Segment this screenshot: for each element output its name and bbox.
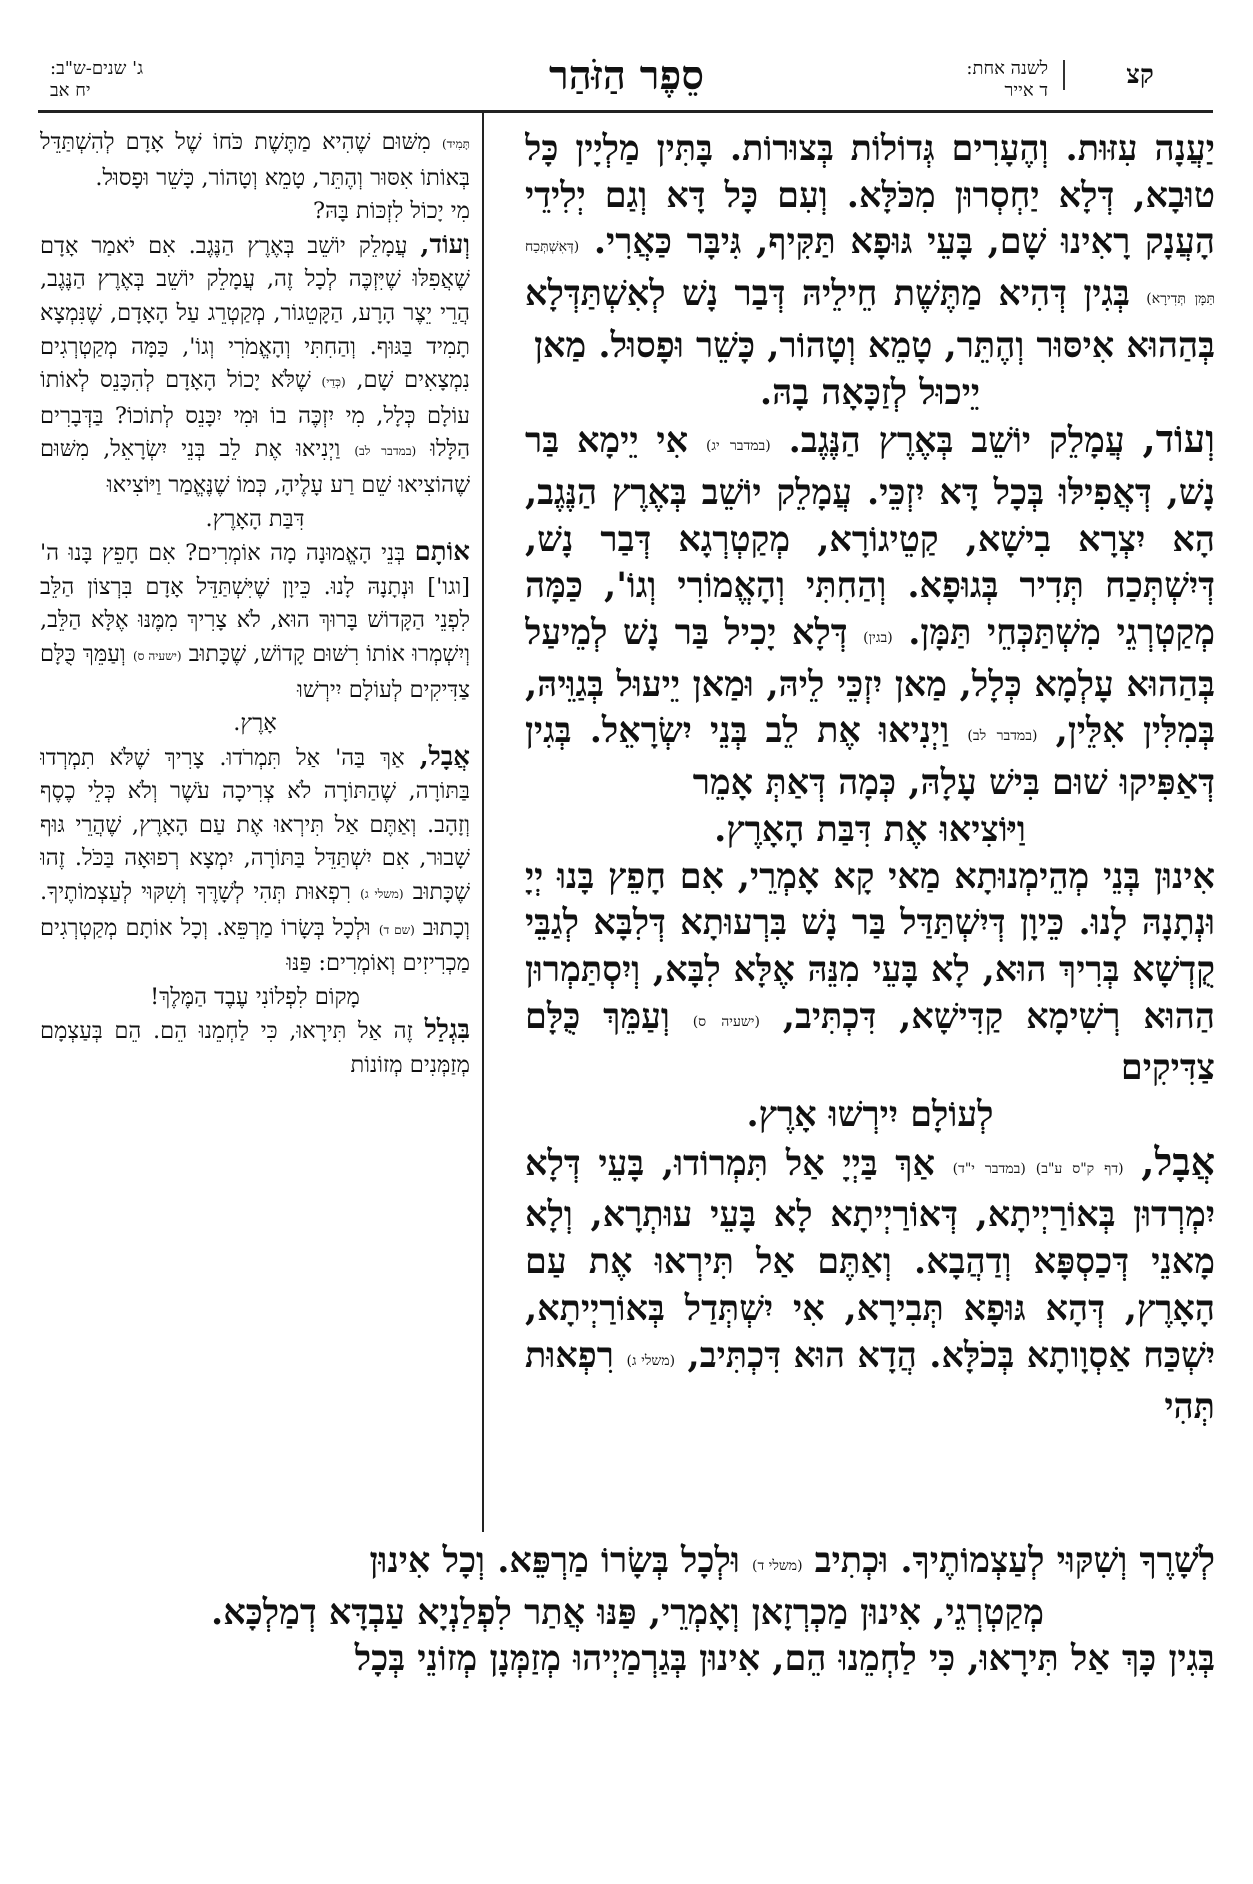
book-title: סֵפֶר הַזֹּהַר: [549, 52, 704, 99]
main-text: וְעַמֵּךְ כֻּלָּם צַדִּיקִים: [525, 995, 1215, 1089]
schedule-label-three-years: ג' שנים-ש"ב:: [50, 58, 144, 79]
translation-text: וַיְנִיאוּ אֶת לֵב בְּנֵי יִשְׂרָאֵל, מִשּׁוּם שֶׁהוֹצִיאוּ שֵׁם רַע עָלֶיהָ, כְּמוֹ שֶׁנֶּאֱמַר וַיּוֹצִיאוּ: [40, 436, 470, 498]
paragraph-lead-word: אֲבָל,: [419, 741, 470, 772]
schedule-label-one-year: לשנה אחת:: [966, 58, 1048, 79]
main-paragraph-2-end: וַיּוֹצִיאוּ אֶת דִּבַּת הָאָרֶץ.: [714, 808, 1026, 850]
main-text-column: [525, 126, 1215, 1534]
source-reference: (משלי ג): [360, 887, 404, 902]
source-reference: (משלי ג): [626, 1352, 676, 1369]
main-text: אִינוּן בְּנֵי מְהֵימְנוּתָא מַאי קָא אָמְרֵי, אִם חָפֵץ בָּנוּ יְיָ וּנְתָנָהּ לָנוּ. כֵּיוָן דְּיִשְׁתַּדַּל בַּר נָשׁ בִּרְעוּתָא דְּלִבָּא לְגַבֵּי קֻדְשָׁא בְּרִיךְ הוּא, לָא בָּעֵי מִנֵּהּ אֶלָּא לִבָּא, וְיִסְתַּמְרוּן הַהוּא רְשִׁימָא קַדִּישָׁא, דִּכְתִּיב,: [525, 855, 1215, 1037]
translation-text: רִפְאוּת תְּהִי לְשָׁרֶּךָ וְשִׁקּוּי לְעַצְמוֹתֶיךָ. וְכָתוּב: [40, 879, 470, 941]
paragraph-lead-word: אֲבָל,: [1141, 1138, 1215, 1184]
translation-paragraph-1-end: מִי יָכוֹל לִזְכּוֹת בָּהּ?: [313, 198, 470, 225]
column-divider: [482, 112, 484, 1532]
source-reference: (ישעיה ס): [692, 1013, 760, 1030]
translation-paragraph-3: [40, 536, 470, 707]
full-width-text: [40, 1538, 1215, 1858]
translation-paragraph-4-end: מָקוֹם לִפְלוֹנִי עֶבֶד הַמֶּלֶךְ!: [150, 983, 360, 1010]
main-paragraph-4: [525, 1139, 1215, 1431]
source-reference: (במדבר לב): [354, 444, 417, 459]
main-text: בְּגִין דְּהִיא מַתֶּשֶׁת חֵילֵיהּ דְּבַר נָשׁ לְאִשְׁתַּדְּלָא בְּהַהוּא אִיסּוּר וְהֶתֵּר, טָמֵא וְטָהוֹר, כָּשֵׁר וּפָסוּל. מַאן: [525, 273, 1215, 366]
main-paragraph-1: [525, 126, 1215, 370]
header-rule: [38, 110, 1213, 113]
translation-text: וְעַמֵּךְ כֻּלָּם צַדִּיקִים לְעוֹלָם יִירְשׁוּ: [40, 640, 470, 703]
source-reference: תָּמִיד): [441, 137, 470, 151]
main-paragraph-3-end: לְעוֹלָם יִירְשׁוּ אָרֶץ.: [746, 1094, 994, 1136]
full-width-line-1: [40, 1538, 1215, 1590]
main-text: אִי יֵימָא בַּר נָשׁ, דְּאֲפִילּוּ בְּכָל דָּא יִזְכֵּי. עֲמָלֵק יוֹשֵׁב בְּאֶרֶץ הַנֶּגֶב, הָא יִצְרָא בִישָׁא, קַטֵיגוֹרָא, מְקַטְרְגָא דְּבַר נָשׁ, דְּיִשְׁתְּכַח תְּדִיר בְּגוּפָא. וְהַחִתִּי וְהָאֱמוֹרִי וְגוֹ', כַּמָּה מְקַטְרְגֵי מִשְׁתַּכְּחֵי תַּמָּן.: [525, 420, 1215, 654]
translation-text: וּלְכָל בְּשָׂרוֹ מַרְפֵּא. וְכָל אוֹתָם מְקַטְרְגִים מַכְרִיזִים וְאוֹמְרִים: פַּנּוּ: [40, 914, 470, 977]
main-text: דְּלָא יָכִיל בַּר נָשׁ לְמֵיעַל בְּהַהוּא עָלְמָא כְּלָל, מַאן יִזְכֵּי לֵיהּ, וּמַאן יֵיעוּל בְּגַוֵּיהּ, בְּמִלִּין אִלֵּין,: [525, 612, 1215, 752]
source-reference: (דְּאִשְׁתְּכַח תַּמָּן תְּדִירָא): [525, 239, 1215, 308]
translation-text: עֲמָלֵק יוֹשֵׁב בְּאֶרֶץ הַנֶּגֶב. אִם יֹאמַר אָדָם שֶׁאֲפִלּוּ שֶׁיִּזְכֶּה לְכָל זֶה, עֲמָלֵק יוֹשֵׁב בְּאֶרֶץ הַנֶּגֶב, הֲרֵי יֵצֶר הָרָע, הַקָּטֵגוֹר, מְקַטְרֵג עַל הָאָדָם, שֶׁנִּמְצָא תָמִיד בַּגּוּף. וְהַחִתִּי וְהָאֱמֹרִי וְגוֹ', כַּמָּה מְקַטְרְגִים נִמְצָאִים שָׁם,: [40, 232, 470, 394]
paragraph-lead-word: וְעוֹד,: [420, 229, 470, 260]
full-width-line-2: מְקַטְרְגֵי, אִינוּן מַכְרְזָאן וְאָמְרֵי, פַּנּוּ אֲתַר לִפְלַנְיָא עַבְדָּא דְמַלְכָּא.: [211, 1591, 1044, 1633]
translation-text: בְּנֵי הָאֱמוּנָה מָה אוֹמְרִים? אִם חָפֵץ בָּנוּ ה' [וגו'] וּנְתָנָהּ לָנוּ. כֵּיוָן שֶׁיִּשְׁתַּדֵּל אָדָם בִּרְצוֹן הַלֵּב לִפְנֵי הַקָּדוֹשׁ בָּרוּךְ הוּא, לֹא צָרִיךְ מִמֶּנּוּ אֶלָּא הַלֵּב, וְיִשְׁמְרוּ אוֹתוֹ רִשּׁוּם קָדוֹשׁ, שֶׁכָּתוּב: [40, 540, 470, 667]
main-text: לְשָׁרֶךָ וְשִׁקּוּי לְעַצְמוֹתֶיךָ. וּכְתִיב: [814, 1540, 1215, 1581]
main-text: עֲמָלֵק יוֹשֵׁב בְּאֶרֶץ הַנֶּגֶב.: [788, 420, 1125, 462]
paragraph-lead-word: אוֹתָם: [414, 537, 470, 568]
full-width-line-3: בְּגִין כָּךְ אַל תִּירָאוּ, כִּי לַחְמֵנוּ הֵם, אִינוּן בְּגַרְמַיְיהוּ מְזַמְּנָן מְזוֹנֵי בְּכָל: [354, 1638, 1215, 1680]
main-text: יַעֲנָה עִזּוּת. וְהֶעָרִים גְּדוֹלוֹת בְּצוּרוֹת. בָּתִּין מַלְיָין כָּל טוּבָא, דְּלָא יַחְסְרוּן מִכֹּלָּא. וְעִם כָּל דָּא וְגַם יְלִידֵי הָעֲנָק רָאִינוּ שָׁם, בָּעֵי גּוּפָא תַּקִּיף, גִּיבָּר כַּאֲרִי.: [525, 128, 1215, 263]
translation-text: אַךְ בַּה' אַל תִּמְרֹדוּ. צָרִיךְ שֶׁלֹּא תִמְרְדוּ בַּתּוֹרָה, שֶׁהַתּוֹרָה לֹא צְרִיכָה עֹשֶׁר וְלֹא כְּלֵי כֶסֶף וְזָהָב. וְאַתֶּם אַל תִּירְאוּ אֶת עַם הָאָרֶץ, שֶׁהֲרֵי גּוּף שָׁבוּר, אִם יִשְׁתַּדֵּל בַּתּוֹרָה, יִמְצָא רְפוּאָה בַּכֹּל. זֶהוּ שֶׁכָּתוּב: [40, 744, 470, 906]
translation-paragraph-2-end: דִּבַּת הָאָרֶץ.: [205, 505, 305, 532]
page-number: קצ: [1063, 60, 1215, 90]
schedule-date-right: ד אייר: [1004, 80, 1048, 101]
main-text: רִפְאוּת תְּהִי: [525, 1334, 1215, 1428]
source-reference: (כְּדֵי): [321, 375, 346, 390]
source-reference: (במדבר לב): [967, 728, 1038, 745]
paragraph-lead-word: וְעוֹד,: [1142, 416, 1215, 462]
reading-schedule-left: [50, 58, 143, 102]
source-reference: (בגין): [863, 630, 893, 647]
main-text: וּלְכָל בְּשָׂרוֹ מַרְפֵּא. וְכָל אִינוּן: [369, 1540, 740, 1581]
translation-paragraph-5: [40, 1014, 470, 1082]
main-text: אַךְ בַּיְיָ אַל תִּמְרוֹדוּ, בָּעֵי דְּלָא יִמְרְדוּן בְּאוֹרַיְיתָא, דְּאוֹרַיְיתָא לָא בָּעֵי עוּתְרָא, וְלָא מָאנֵי דְּכַסְפָּא וְדַהֲבָא. וְאַתֶּם אַל תִּירְאוּ אֶת עַם הָאָרֶץ, דְּהָא גּוּפָא תְּבִירָא, אִי יִשְׁתְּדַל בְּאוֹרַיְיתָא, יִשְׁכַּח אַסְוָותָא בְּכֹלָּא. הֲדָא הוּא דִּכְתִּיב,: [525, 1142, 1215, 1376]
translation-text: זֶה אַל תִּירָאוּ, כִּי לַחְמֵנוּ הֵם. הֵם בְּעַצְמָם מְזַמְּנִים מְזוֹנוֹת: [40, 1018, 470, 1079]
schedule-date-left: יח אב: [50, 80, 91, 101]
main-paragraph-2: [525, 416, 1215, 807]
paragraph-lead-word: בִּגְלַל: [424, 1015, 470, 1046]
source-reference: (במדבר יג): [705, 438, 771, 455]
translation-paragraph-2: [40, 229, 470, 503]
main-paragraph-1-end: יֵיכוּל לְזַכָּאָה בָהּ.: [759, 371, 981, 413]
source-reference: (ישעיה ס): [132, 648, 182, 663]
main-paragraph-3: [525, 854, 1215, 1093]
main-text: וַיְנִיאוּ אֶת לֵב בְּנֵי יִשְׂרָאֵל. בְּגִין דְּאַפִּיקוּ שׁוּם בִּישׁ עָלָהּ, כְּמָה דְּאַתְּ אָמֵר: [525, 710, 1215, 804]
translation-paragraph-1: [40, 126, 470, 195]
source-reference: (משלי ד): [752, 1558, 803, 1574]
translation-column: [40, 126, 470, 1534]
translation-paragraph-3-end: אָרֶץ.: [233, 710, 277, 737]
translation-text: מִשּׁוּם שֶׁהִיא מַתֶּשֶׁת כֹּחוֹ שֶׁל אָדָם לְהִשְׁתַּדֵּל בְּאוֹתוֹ אִסּוּר וְהֶתֵּר, טָמֵא וְטָהוֹר, כָּשֵׁר וּפָסוּל.: [40, 129, 470, 191]
source-reference: (דף ק"ס ע"ב) (במדבר י"ד): [952, 1160, 1124, 1177]
translation-paragraph-4: [40, 741, 470, 981]
translation-text: שֶׁלֹּא יָכוֹל הָאָדָם לְהִכָּנֵס לְאוֹתוֹ עוֹלָם כְּלָל, מִי יִזְכֶּה בוֹ וּמִי יִכָּנֵס לְתוֹכוֹ? בַּדְּבָרִים הַלָּלוּ: [40, 367, 470, 463]
source-reference: (שם ד): [378, 922, 415, 937]
